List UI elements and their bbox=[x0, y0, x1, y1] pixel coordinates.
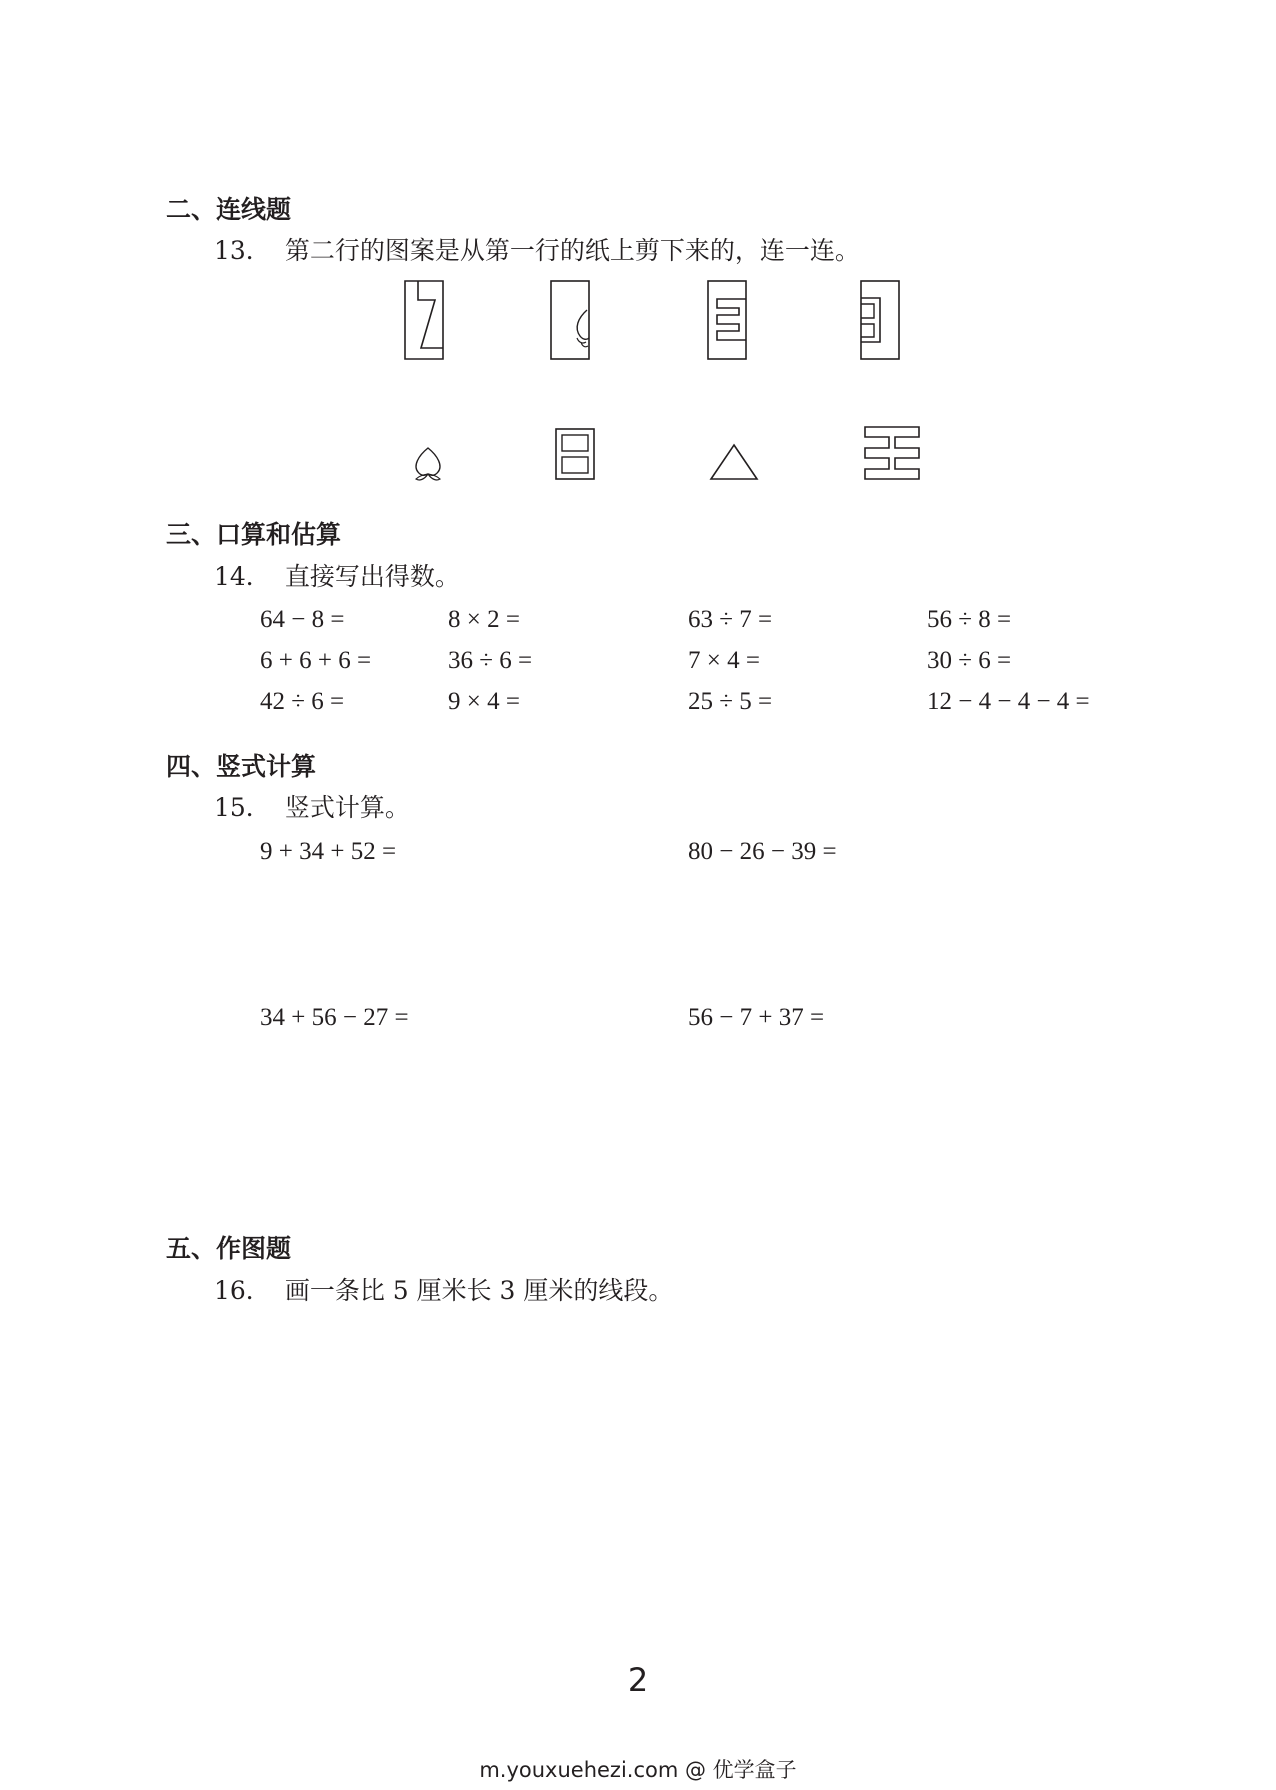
question-14 bbox=[214, 562, 460, 592]
question-text: 第二行的图案是从第一行的纸上剪下来的，连一连。 bbox=[284, 236, 860, 265]
math-expression: 56 ÷ 8 = bbox=[927, 606, 1012, 633]
peach-shape-icon bbox=[412, 446, 444, 484]
question-number: 13． bbox=[214, 236, 271, 265]
vertical-calc-problem: 34 + 56 − 27 = bbox=[260, 1004, 409, 1031]
math-expression: 25 ÷ 5 = bbox=[688, 688, 773, 715]
math-expression: 12 − 4 − 4 − 4 = bbox=[927, 688, 1090, 715]
vertical-calc-problem: 56 − 7 + 37 = bbox=[688, 1004, 825, 1031]
section-title-drawing: 五、作图题 bbox=[166, 1234, 292, 1263]
window-shape-icon bbox=[555, 428, 595, 480]
question-text: 竖式计算。 bbox=[284, 793, 410, 822]
question-number: 16． bbox=[214, 1276, 271, 1305]
vertical-calc-problem: 80 − 26 − 39 = bbox=[688, 838, 837, 865]
paper-z-cut-icon bbox=[404, 280, 444, 360]
section-title-vertical-calc: 四、竖式计算 bbox=[166, 752, 317, 781]
paper-window-cut-icon bbox=[860, 280, 900, 360]
math-expression: 6 + 6 + 6 = bbox=[260, 647, 372, 674]
page-number: 2 bbox=[627, 1661, 649, 1699]
vertical-calc-problem: 9 + 34 + 52 = bbox=[260, 838, 397, 865]
question-15 bbox=[214, 793, 410, 823]
section-title-mental-math: 三、口算和估算 bbox=[166, 520, 342, 549]
question-number: 14． bbox=[214, 562, 271, 591]
question-text: 画一条比 5 厘米长 3 厘米的线段。 bbox=[284, 1276, 674, 1305]
question-16 bbox=[214, 1276, 673, 1306]
question-text: 直接写出得数。 bbox=[284, 562, 460, 591]
e-shape-icon bbox=[864, 426, 920, 480]
math-expression: 7 × 4 = bbox=[688, 647, 760, 674]
math-expression: 30 ÷ 6 = bbox=[927, 647, 1012, 674]
math-expression: 64 − 8 = bbox=[260, 606, 345, 633]
section-title-matching: 二、连线题 bbox=[166, 195, 292, 224]
math-expression: 8 × 2 = bbox=[448, 606, 520, 633]
paper-peach-cut-icon bbox=[550, 280, 590, 360]
paper-e-cut-icon bbox=[707, 280, 747, 360]
triangle-shape-icon bbox=[709, 443, 759, 481]
footer-watermark: m.youxuehezi.com @ 优学盒子 bbox=[479, 1758, 797, 1782]
question-13 bbox=[214, 236, 860, 266]
math-expression: 63 ÷ 7 = bbox=[688, 606, 773, 633]
math-expression: 42 ÷ 6 = bbox=[260, 688, 345, 715]
question-number: 15． bbox=[214, 793, 271, 822]
math-expression: 9 × 4 = bbox=[448, 688, 520, 715]
math-expression: 36 ÷ 6 = bbox=[448, 647, 533, 674]
